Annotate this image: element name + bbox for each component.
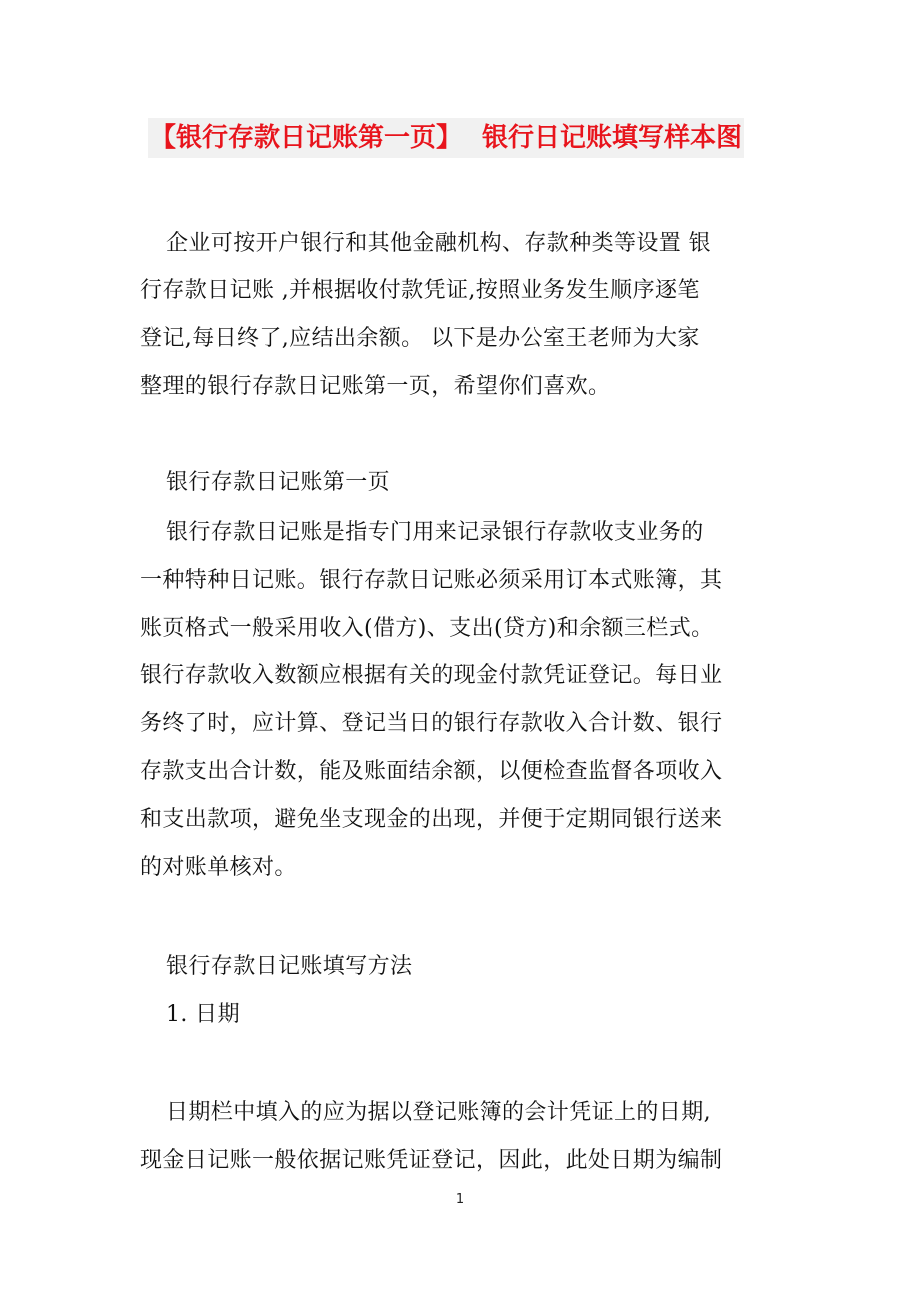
- section-heading: 银行存款日记账第一页: [166, 470, 391, 495]
- section1-line: 账页格式一般采用收入(借方)、支出(贷方)和余额三栏式。: [140, 616, 714, 641]
- intro-line: 行存款日记账 ,并根据收付款凭证,按照业务发生顺序逐笔: [140, 278, 700, 303]
- section1-line: 一种特种日记账。银行存款日记账必须采用订本式账簿，其: [140, 568, 723, 593]
- section2-line: 现金日记账一般依据记账凭证登记，因此，此处日期为编制: [140, 1148, 723, 1173]
- list-item-date: 1. 日期: [166, 1002, 240, 1027]
- title-part-1: 【银行存款日记账第一页】: [150, 123, 463, 153]
- intro-line: 企业可按开户银行和其他金融机构、存款种类等设置 银: [166, 231, 711, 256]
- section1-line: 务终了时，应计算、登记当日的银行存款收入合计数、银行: [140, 711, 723, 736]
- title-part-2: 银行日记账填写样本图: [482, 123, 743, 153]
- section1-line: 的对账单核对。: [140, 855, 297, 880]
- section1-line: 银行存款收入数额应根据有关的现金付款凭证登记。每日业: [140, 663, 723, 688]
- section2-line: 日期栏中填入的应为据以登记账簿的会计凭证上的日期,: [166, 1100, 711, 1125]
- section1-line: 和支出款项，避免坐支现金的出现，并便于定期同银行送来: [140, 807, 723, 832]
- document-title: [148, 118, 744, 158]
- section1-line: 银行存款日记账是指专门用来记录银行存款收支业务的: [166, 520, 704, 545]
- page-number: 1: [455, 1192, 465, 1207]
- section1-line: 存款支出合计数，能及账面结余额，以便检查监督各项收入: [140, 759, 723, 784]
- intro-line: 登记,每日终了,应结出余额。 以下是办公室王老师为大家: [140, 326, 700, 351]
- intro-line: 整理的银行存款日记账第一页，希望你们喜欢。: [140, 374, 611, 399]
- section-heading: 银行存款日记账填写方法: [166, 954, 413, 979]
